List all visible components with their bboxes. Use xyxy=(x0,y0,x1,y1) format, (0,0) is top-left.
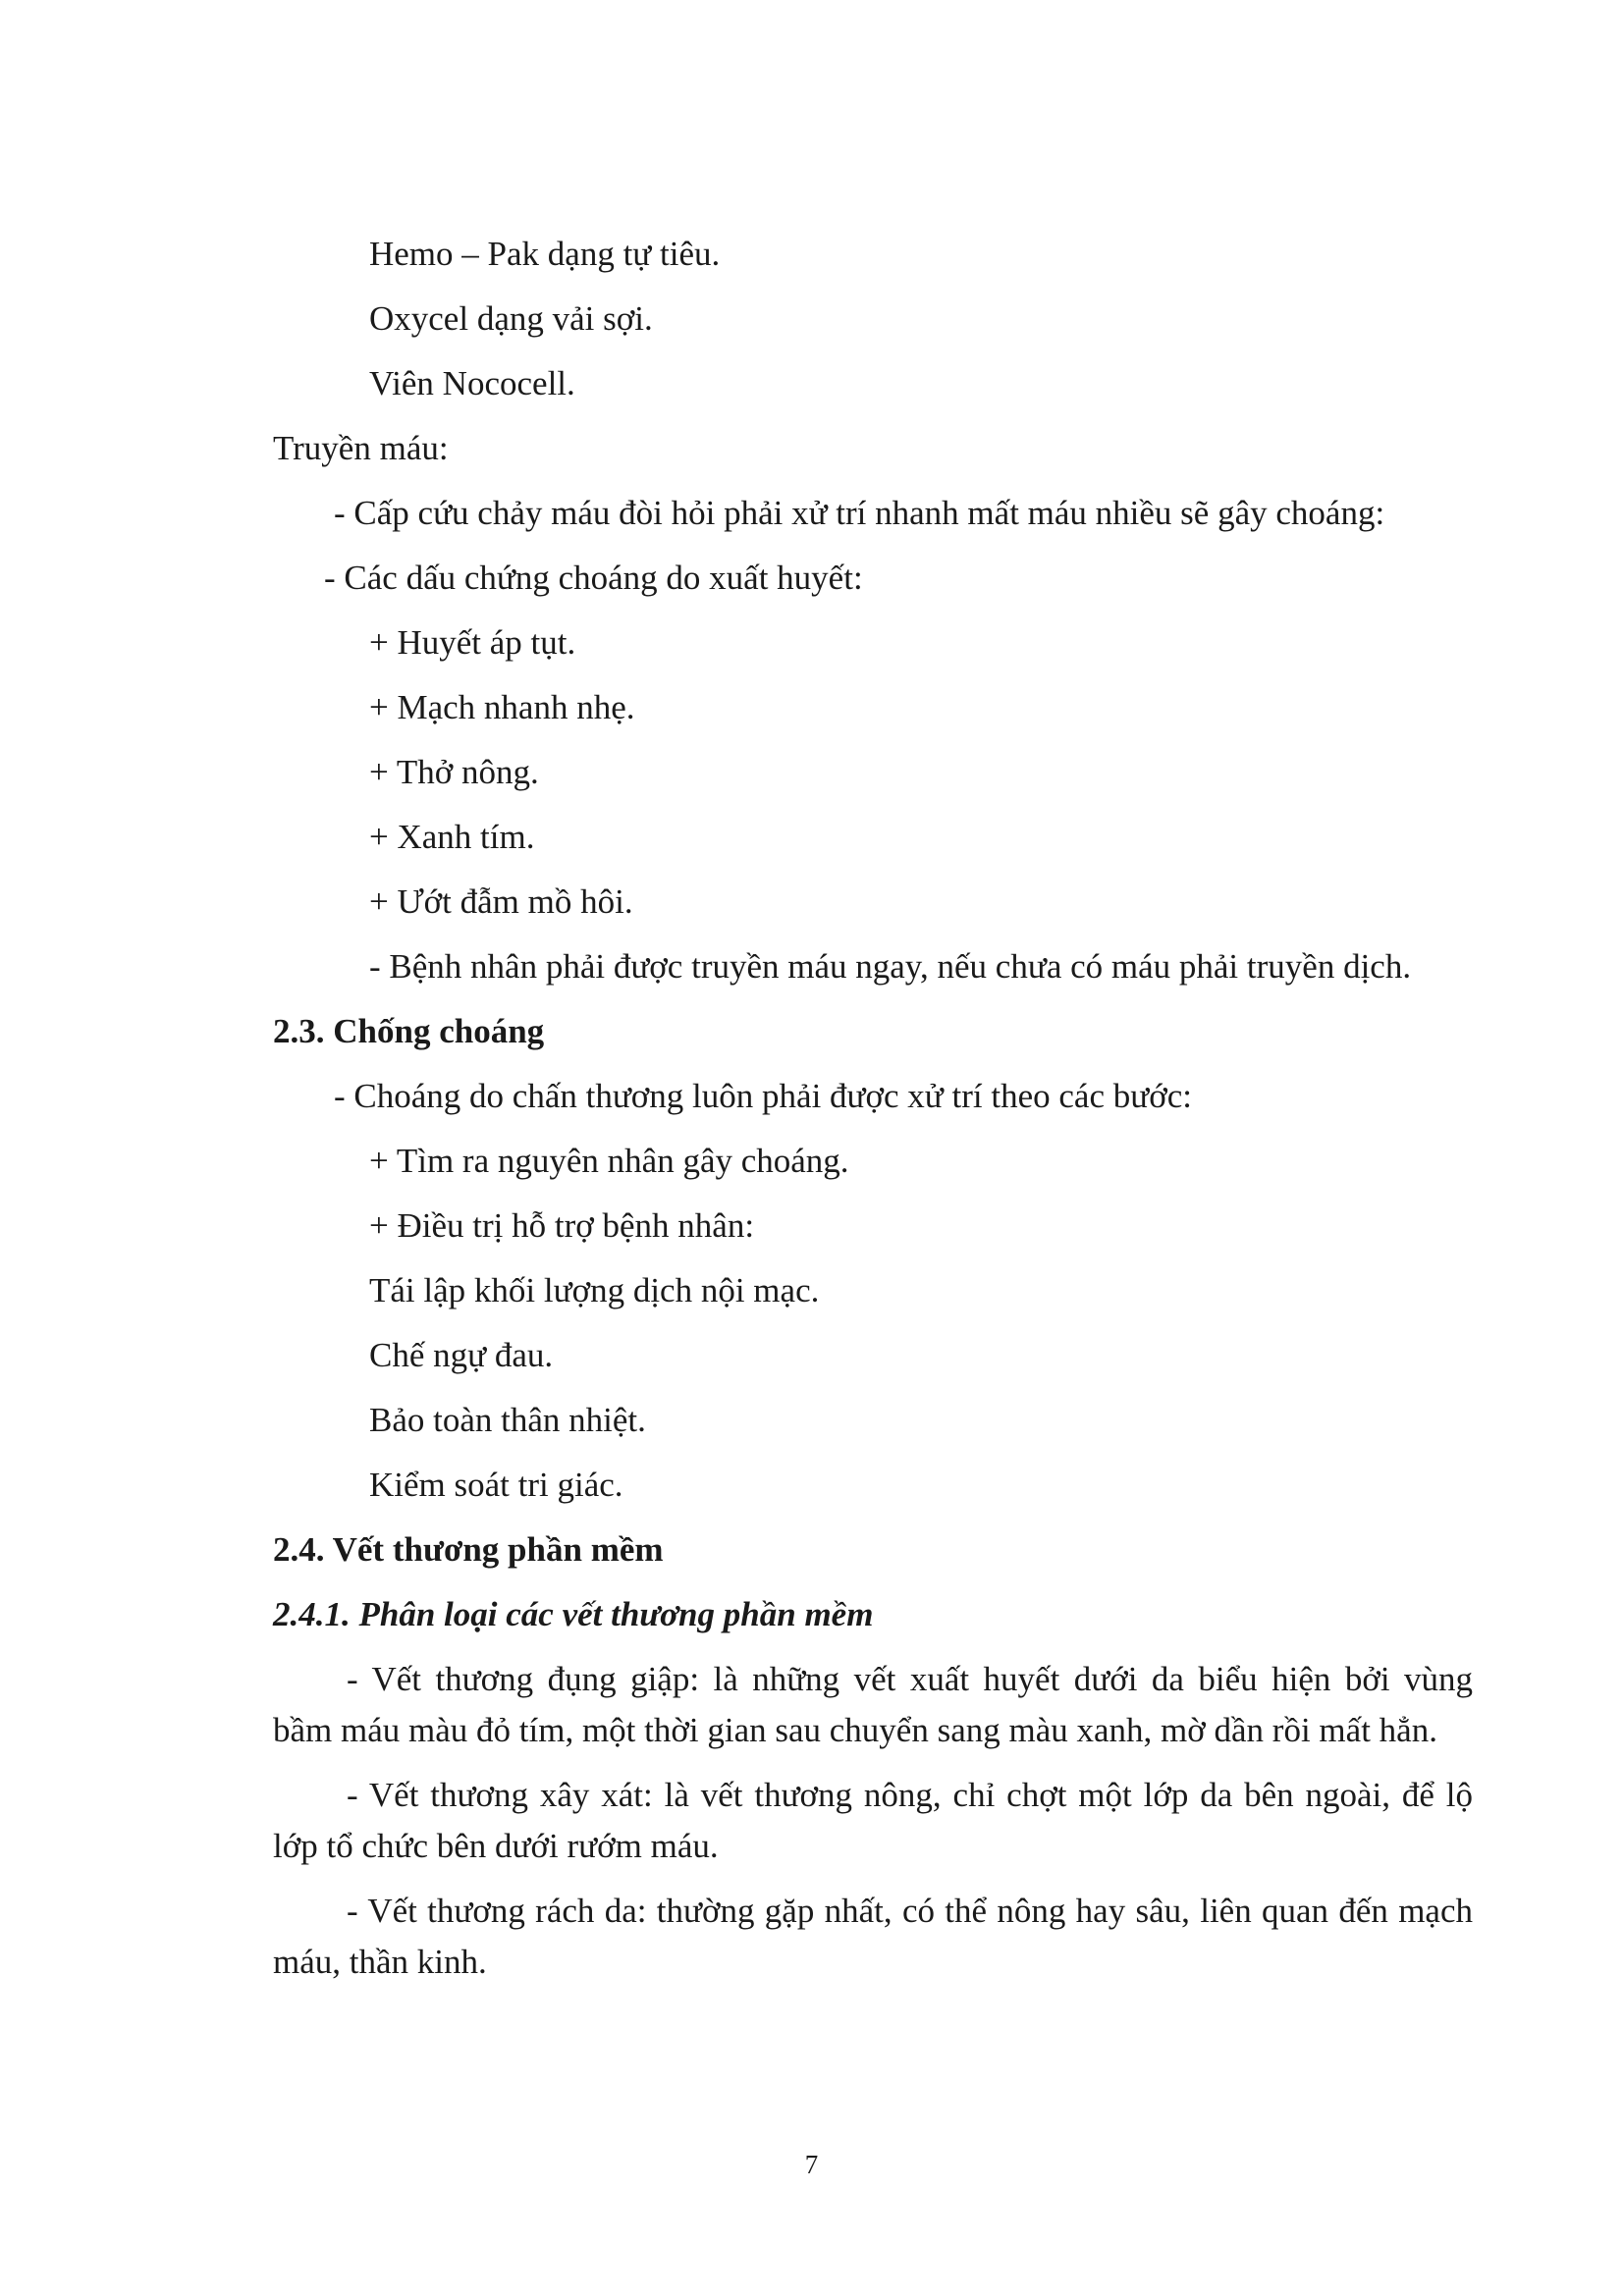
text-line: Tái lập khối lượng dịch nội mạc. xyxy=(369,1271,820,1309)
text-line: + Mạch nhanh nhẹ. xyxy=(369,688,635,726)
text-line: Truyền máu: xyxy=(273,429,449,467)
text-line: + Ướt đẫm mồ hôi. xyxy=(369,882,633,921)
text-line: Hemo – Pak dạng tự tiêu. xyxy=(369,235,721,273)
section-heading: 2.3. Chống choáng xyxy=(273,1012,545,1050)
paragraph-line: - Vết thương rách da: thường gặp nhất, có thể nông hay sâu, liên quan đến mạch xyxy=(347,1892,1473,1930)
text-line: + Xanh tím. xyxy=(369,818,535,856)
paragraph-line: - Vết thương xây xát: là vết thương nông, chỉ chợt một lớp da bên ngoài, để lộ xyxy=(347,1776,1473,1814)
paragraph-line: lớp tổ chức bên dưới rướm máu. xyxy=(273,1827,719,1865)
text-line: Viên Nococell. xyxy=(369,364,575,402)
text-line: - Cấp cứu chảy máu đòi hỏi phải xử trí nhanh mất máu nhiều sẽ gây choáng: xyxy=(334,494,1385,532)
text-line: - Các dấu chứng choáng do xuất huyết: xyxy=(324,559,863,597)
text-line: + Thở nông. xyxy=(369,753,539,791)
text-line: Oxycel dạng vải sợi. xyxy=(369,299,653,338)
text-line: + Tìm ra nguyên nhân gây choáng. xyxy=(369,1142,849,1180)
paragraph-line: bầm máu màu đỏ tím, một thời gian sau chuyển sang màu xanh, mờ dần rồi mất hẳn. xyxy=(273,1711,1437,1749)
text-line: - Choáng do chấn thương luôn phải được xử trí theo các bước: xyxy=(334,1077,1192,1115)
page-number: 7 xyxy=(804,2150,819,2179)
text-line: + Điều trị hỗ trợ bệnh nhân: xyxy=(369,1206,755,1245)
paragraph-line: - Vết thương đụng giập: là những vết xuất huyết dưới da biểu hiện bởi vùng xyxy=(347,1660,1473,1698)
text-line: + Huyết áp tụt. xyxy=(369,623,576,662)
text-line: - Bệnh nhân phải được truyền máu ngay, nếu chưa có máu phải truyền dịch. xyxy=(369,947,1412,986)
text-line: Bảo toàn thân nhiệt. xyxy=(369,1401,646,1439)
paragraph-line: máu, thần kinh. xyxy=(273,1943,487,1981)
section-heading: 2.4. Vết thương phần mềm xyxy=(273,1530,664,1569)
text-line: Kiểm soát tri giác. xyxy=(369,1466,623,1504)
text-line: Chế ngự đau. xyxy=(369,1336,554,1374)
subsection-heading: 2.4.1. Phân loại các vết thương phần mềm xyxy=(273,1595,874,1633)
